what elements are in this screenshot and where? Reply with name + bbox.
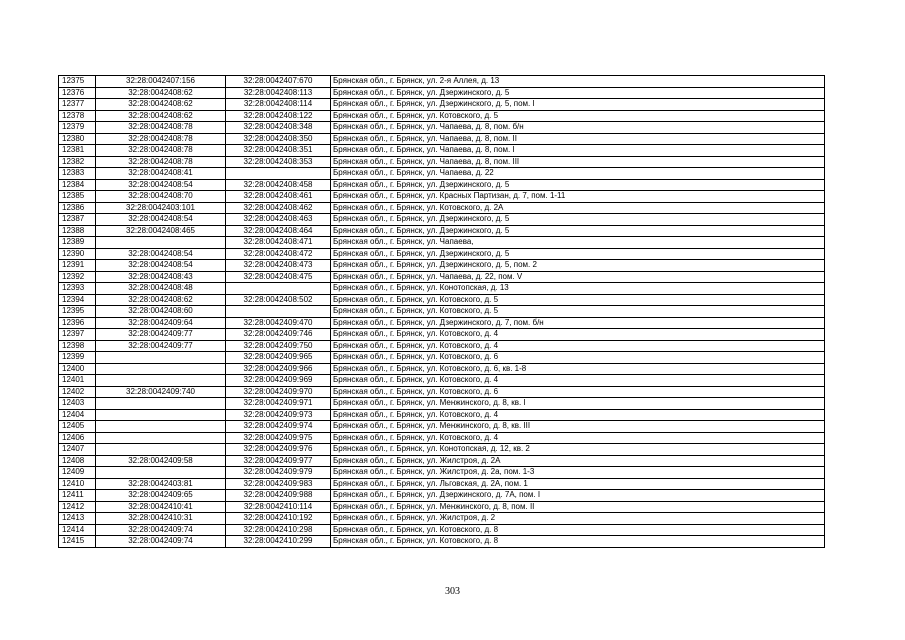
row-number-cell: 12386 <box>59 202 96 214</box>
parent-cadastral-number-cell: 32:28:0042409:74 <box>96 536 226 548</box>
table-row <box>59 513 825 525</box>
table-row <box>59 490 825 502</box>
cadastral-number-cell: 32:28:0042409:988 <box>226 490 331 502</box>
cadastral-number-cell: 32:28:0042408:351 <box>226 145 331 157</box>
cadastral-number-cell: 32:28:0042409:470 <box>226 317 331 329</box>
cadastral-number-cell: 32:28:0042408:113 <box>226 87 331 99</box>
address-cell: Брянская обл., г. Брянск, ул. Дзержинского, д. 5 <box>331 87 825 99</box>
table-row <box>59 352 825 364</box>
parent-cadastral-number-cell <box>96 467 226 479</box>
table-row <box>59 306 825 318</box>
row-number-cell: 12407 <box>59 444 96 456</box>
parent-cadastral-number-cell <box>96 444 226 456</box>
address-cell: Брянская обл., г. Брянск, ул. Менжинского, д. 8, кв. III <box>331 421 825 433</box>
row-number-cell: 12410 <box>59 478 96 490</box>
table-row <box>59 99 825 111</box>
parent-cadastral-number-cell <box>96 432 226 444</box>
table-row <box>59 329 825 341</box>
table-row <box>59 271 825 283</box>
cadastral-number-cell: 32:28:0042409:975 <box>226 432 331 444</box>
cadastral-number-cell: 32:28:0042410:299 <box>226 536 331 548</box>
parent-cadastral-number-cell: 32:28:0042408:54 <box>96 214 226 226</box>
row-number-cell: 12400 <box>59 363 96 375</box>
row-number-cell: 12392 <box>59 271 96 283</box>
address-cell: Брянская обл., г. Брянск, ул. Дзержинского, д. 7, пом. б/н <box>331 317 825 329</box>
address-cell: Брянская обл., г. Брянск, ул. Дзержинского, д. 7А, пом. I <box>331 490 825 502</box>
row-number-cell: 12401 <box>59 375 96 387</box>
table-row <box>59 432 825 444</box>
address-cell: Брянская обл., г. Брянск, ул. Чапаева, <box>331 237 825 249</box>
cadastral-number-cell <box>226 283 331 295</box>
cadastral-number-cell: 32:28:0042408:114 <box>226 99 331 111</box>
parent-cadastral-number-cell <box>96 421 226 433</box>
cadastral-number-cell: 32:28:0042409:746 <box>226 329 331 341</box>
table-row <box>59 294 825 306</box>
table-row <box>59 536 825 548</box>
parent-cadastral-number-cell: 32:28:0042408:78 <box>96 156 226 168</box>
row-number-cell: 12378 <box>59 110 96 122</box>
parent-cadastral-number-cell: 32:28:0042408:70 <box>96 191 226 203</box>
table-row <box>59 237 825 249</box>
parent-cadastral-number-cell <box>96 363 226 375</box>
parent-cadastral-number-cell: 32:28:0042408:43 <box>96 271 226 283</box>
row-number-cell: 12415 <box>59 536 96 548</box>
address-cell: Брянская обл., г. Брянск, ул. Чапаева, д. 8, пом. III <box>331 156 825 168</box>
address-cell: Брянская обл., г. Брянск, ул. Котовского, д. 6 <box>331 386 825 398</box>
row-number-cell: 12382 <box>59 156 96 168</box>
address-cell: Брянская обл., г. Брянск, ул. Дзержинского, д. 5 <box>331 225 825 237</box>
cadastral-number-cell: 32:28:0042408:471 <box>226 237 331 249</box>
table-row <box>59 87 825 99</box>
address-cell: Брянская обл., г. Брянск, ул. Котовского, д. 2А <box>331 202 825 214</box>
parent-cadastral-number-cell: 32:28:0042410:31 <box>96 513 226 525</box>
parent-cadastral-number-cell: 32:28:0042408:60 <box>96 306 226 318</box>
cadastral-number-cell: 32:28:0042409:973 <box>226 409 331 421</box>
address-cell: Брянская обл., г. Брянск, ул. Чапаева, д. 8, пом. I <box>331 145 825 157</box>
address-cell: Брянская обл., г. Брянск, ул. Котовского, д. 6 <box>331 352 825 364</box>
cadastral-number-cell: 32:28:0042408:350 <box>226 133 331 145</box>
address-cell: Брянская обл., г. Брянск, ул. Котовского, д. 4 <box>331 329 825 341</box>
parent-cadastral-number-cell: 32:28:0042408:78 <box>96 145 226 157</box>
cadastral-number-cell: 32:28:0042409:974 <box>226 421 331 433</box>
table-row <box>59 398 825 410</box>
cadastral-number-cell: 32:28:0042408:473 <box>226 260 331 272</box>
parent-cadastral-number-cell <box>96 409 226 421</box>
parent-cadastral-number-cell: 32:28:0042409:77 <box>96 340 226 352</box>
row-number-cell: 12404 <box>59 409 96 421</box>
parent-cadastral-number-cell <box>96 352 226 364</box>
parent-cadastral-number-cell: 32:28:0042408:78 <box>96 133 226 145</box>
row-number-cell: 12379 <box>59 122 96 134</box>
address-cell: Брянская обл., г. Брянск, ул. Жилстроя, д. 2а, пом. 1-3 <box>331 467 825 479</box>
cadastral-number-cell: 32:28:0042408:348 <box>226 122 331 134</box>
address-cell: Брянская обл., г. Брянск, ул. Чапаева, д. 8, пом. б/н <box>331 122 825 134</box>
address-cell: Брянская обл., г. Брянск, ул. Котовского, д. 5 <box>331 306 825 318</box>
row-number-cell: 12376 <box>59 87 96 99</box>
table-row <box>59 386 825 398</box>
cadastral-number-cell: 32:28:0042408:475 <box>226 271 331 283</box>
cadastral-number-cell <box>226 306 331 318</box>
table-row <box>59 110 825 122</box>
row-number-cell: 12384 <box>59 179 96 191</box>
row-number-cell: 12394 <box>59 294 96 306</box>
address-cell: Брянская обл., г. Брянск, ул. Дзержинского, д. 5, пом. I <box>331 99 825 111</box>
parent-cadastral-number-cell: 32:28:0042408:41 <box>96 168 226 180</box>
table-row <box>59 375 825 387</box>
address-cell: Брянская обл., г. Брянск, ул. Менжинского, д. 8, пом. II <box>331 501 825 513</box>
cadastral-number-cell: 32:28:0042409:979 <box>226 467 331 479</box>
row-number-cell: 12387 <box>59 214 96 226</box>
cadastral-number-cell <box>226 168 331 180</box>
table-row <box>59 317 825 329</box>
parent-cadastral-number-cell: 32:28:0042409:77 <box>96 329 226 341</box>
cadastral-number-cell: 32:28:0042408:458 <box>226 179 331 191</box>
table-row <box>59 76 825 88</box>
table-row <box>59 501 825 513</box>
address-cell: Брянская обл., г. Брянск, ул. Котовского, д. 4 <box>331 409 825 421</box>
address-cell: Брянская обл., г. Брянск, ул. Менжинского, д. 8, кв. I <box>331 398 825 410</box>
address-cell: Брянская обл., г. Брянск, ул. Чапаева, д. 22, пом. V <box>331 271 825 283</box>
table-row <box>59 421 825 433</box>
address-cell: Брянская обл., г. Брянск, ул. Льговская, д. 2А, пом. 1 <box>331 478 825 490</box>
address-cell: Брянская обл., г. Брянск, ул. Дзержинского, д. 5 <box>331 248 825 260</box>
parent-cadastral-number-cell: 32:28:0042408:62 <box>96 110 226 122</box>
row-number-cell: 12411 <box>59 490 96 502</box>
table-row <box>59 133 825 145</box>
cadastral-number-cell: 32:28:0042410:114 <box>226 501 331 513</box>
row-number-cell: 12377 <box>59 99 96 111</box>
cadastral-table-body <box>59 76 825 548</box>
parent-cadastral-number-cell: 32:28:0042408:48 <box>96 283 226 295</box>
parent-cadastral-number-cell: 32:28:0042409:58 <box>96 455 226 467</box>
table-row <box>59 524 825 536</box>
cadastral-number-cell: 32:28:0042408:122 <box>226 110 331 122</box>
cadastral-number-cell: 32:28:0042409:983 <box>226 478 331 490</box>
row-number-cell: 12397 <box>59 329 96 341</box>
row-number-cell: 12396 <box>59 317 96 329</box>
row-number-cell: 12399 <box>59 352 96 364</box>
table-row <box>59 168 825 180</box>
parent-cadastral-number-cell: 32:28:0042407:156 <box>96 76 226 88</box>
address-cell: Брянская обл., г. Брянск, ул. Жилстроя, д. 2А <box>331 455 825 467</box>
cadastral-number-cell: 32:28:0042408:353 <box>226 156 331 168</box>
cadastral-number-cell: 32:28:0042410:192 <box>226 513 331 525</box>
row-number-cell: 12398 <box>59 340 96 352</box>
table-row <box>59 191 825 203</box>
row-number-cell: 12385 <box>59 191 96 203</box>
cadastral-number-cell: 32:28:0042409:971 <box>226 398 331 410</box>
address-cell: Брянская обл., г. Брянск, ул. Котовского, д. 4 <box>331 375 825 387</box>
table-row <box>59 214 825 226</box>
cadastral-number-cell: 32:28:0042409:750 <box>226 340 331 352</box>
parent-cadastral-number-cell: 32:28:0042408:62 <box>96 87 226 99</box>
parent-cadastral-number-cell <box>96 237 226 249</box>
row-number-cell: 12383 <box>59 168 96 180</box>
address-cell: Брянская обл., г. Брянск, ул. Котовского, д. 5 <box>331 294 825 306</box>
row-number-cell: 12408 <box>59 455 96 467</box>
cadastral-number-cell: 32:28:0042408:462 <box>226 202 331 214</box>
address-cell: Брянская обл., г. Брянск, ул. Конотопская, д. 12, кв. 2 <box>331 444 825 456</box>
address-cell: Брянская обл., г. Брянск, ул. Котовского, д. 8 <box>331 536 825 548</box>
table-row <box>59 145 825 157</box>
table-row <box>59 248 825 260</box>
table-row <box>59 260 825 272</box>
table-row <box>59 455 825 467</box>
cadastral-number-cell: 32:28:0042409:966 <box>226 363 331 375</box>
address-cell: Брянская обл., г. Брянск, ул. Конотопская, д. 13 <box>331 283 825 295</box>
table-row <box>59 444 825 456</box>
address-cell: Брянская обл., г. Брянск, ул. Дзержинского, д. 5 <box>331 214 825 226</box>
address-cell: Брянская обл., г. Брянск, ул. 2-я Аллея, д. 13 <box>331 76 825 88</box>
parent-cadastral-number-cell: 32:28:0042409:65 <box>96 490 226 502</box>
parent-cadastral-number-cell <box>96 398 226 410</box>
cadastral-number-cell: 32:28:0042409:976 <box>226 444 331 456</box>
cadastral-number-cell: 32:28:0042408:472 <box>226 248 331 260</box>
cadastral-number-cell: 32:28:0042409:965 <box>226 352 331 364</box>
address-cell: Брянская обл., г. Брянск, ул. Чапаева, д. 8, пом. II <box>331 133 825 145</box>
address-cell: Брянская обл., г. Брянск, ул. Дзержинского, д. 5 <box>331 179 825 191</box>
row-number-cell: 12391 <box>59 260 96 272</box>
address-cell: Брянская обл., г. Брянск, ул. Жилстроя, д. 2 <box>331 513 825 525</box>
address-cell: Брянская обл., г. Брянск, ул. Котовского, д. 5 <box>331 110 825 122</box>
row-number-cell: 12406 <box>59 432 96 444</box>
parent-cadastral-number-cell: 32:28:0042408:62 <box>96 99 226 111</box>
cadastral-number-cell: 32:28:0042409:977 <box>226 455 331 467</box>
parent-cadastral-number-cell: 32:28:0042408:54 <box>96 179 226 191</box>
address-cell: Брянская обл., г. Брянск, ул. Котовского, д. 4 <box>331 340 825 352</box>
cadastral-number-cell: 32:28:0042410:298 <box>226 524 331 536</box>
address-cell: Брянская обл., г. Брянск, ул. Котовского, д. 8 <box>331 524 825 536</box>
cadastral-number-cell: 32:28:0042408:461 <box>226 191 331 203</box>
row-number-cell: 12403 <box>59 398 96 410</box>
cadastral-number-cell: 32:28:0042409:969 <box>226 375 331 387</box>
row-number-cell: 12409 <box>59 467 96 479</box>
row-number-cell: 12381 <box>59 145 96 157</box>
page-number: 303 <box>445 586 460 597</box>
parent-cadastral-number-cell: 32:28:0042403:101 <box>96 202 226 214</box>
table-row <box>59 363 825 375</box>
table-row <box>59 156 825 168</box>
row-number-cell: 12380 <box>59 133 96 145</box>
cadastral-number-cell: 32:28:0042408:464 <box>226 225 331 237</box>
table-row <box>59 478 825 490</box>
address-cell: Брянская обл., г. Брянск, ул. Дзержинского, д. 5, пом. 2 <box>331 260 825 272</box>
parent-cadastral-number-cell: 32:28:0042409:74 <box>96 524 226 536</box>
parent-cadastral-number-cell: 32:28:0042409:740 <box>96 386 226 398</box>
row-number-cell: 12393 <box>59 283 96 295</box>
row-number-cell: 12412 <box>59 501 96 513</box>
table-row <box>59 179 825 191</box>
row-number-cell: 12405 <box>59 421 96 433</box>
parent-cadastral-number-cell: 32:28:0042408:78 <box>96 122 226 134</box>
row-number-cell: 12413 <box>59 513 96 525</box>
row-number-cell: 12389 <box>59 237 96 249</box>
parent-cadastral-number-cell: 32:28:0042408:54 <box>96 248 226 260</box>
row-number-cell: 12395 <box>59 306 96 318</box>
table-row <box>59 467 825 479</box>
cadastral-number-cell: 32:28:0042408:463 <box>226 214 331 226</box>
parent-cadastral-number-cell: 32:28:0042408:54 <box>96 260 226 272</box>
row-number-cell: 12388 <box>59 225 96 237</box>
table-row <box>59 225 825 237</box>
address-cell: Брянская обл., г. Брянск, ул. Красных Партизан, д. 7, пом. 1-11 <box>331 191 825 203</box>
parent-cadastral-number-cell: 32:28:0042408:62 <box>96 294 226 306</box>
row-number-cell: 12402 <box>59 386 96 398</box>
parent-cadastral-number-cell: 32:28:0042409:64 <box>96 317 226 329</box>
parent-cadastral-number-cell: 32:28:0042403:81 <box>96 478 226 490</box>
table-row <box>59 409 825 421</box>
cadastral-number-cell: 32:28:0042408:502 <box>226 294 331 306</box>
table-row <box>59 340 825 352</box>
row-number-cell: 12390 <box>59 248 96 260</box>
cadastral-table <box>58 75 825 548</box>
address-cell: Брянская обл., г. Брянск, ул. Котовского, д. 4 <box>331 432 825 444</box>
parent-cadastral-number-cell: 32:28:0042408:465 <box>96 225 226 237</box>
parent-cadastral-number-cell <box>96 375 226 387</box>
cadastral-number-cell: 32:28:0042409:970 <box>226 386 331 398</box>
table-row <box>59 202 825 214</box>
row-number-cell: 12414 <box>59 524 96 536</box>
address-cell: Брянская обл., г. Брянск, ул. Котовского, д. 6, кв. 1-8 <box>331 363 825 375</box>
address-cell: Брянская обл., г. Брянск, ул. Чапаева, д. 22 <box>331 168 825 180</box>
table-row <box>59 283 825 295</box>
parent-cadastral-number-cell: 32:28:0042410:41 <box>96 501 226 513</box>
cadastral-number-cell: 32:28:0042407:670 <box>226 76 331 88</box>
table-row <box>59 122 825 134</box>
row-number-cell: 12375 <box>59 76 96 88</box>
